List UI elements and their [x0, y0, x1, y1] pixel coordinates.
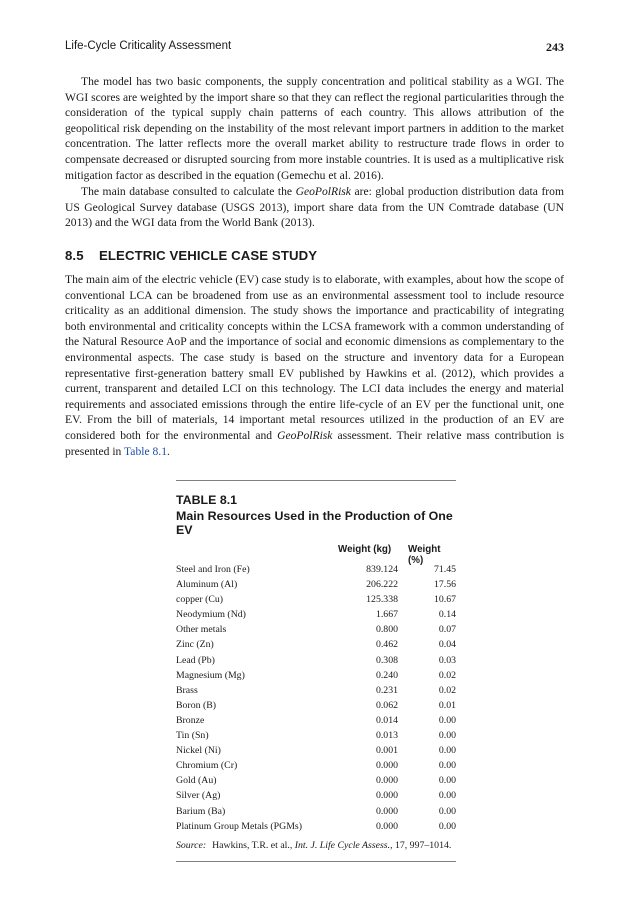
section-title: ELECTRIC VEHICLE CASE STUDY	[99, 248, 318, 263]
geopolrisk-term: GeoPolRisk	[277, 428, 333, 442]
weight-pct: 0.03	[438, 654, 456, 666]
weight-kg: 0.062	[375, 699, 398, 711]
weight-pct: 0.02	[438, 669, 456, 681]
resource-name: Barium (Ba)	[176, 805, 226, 817]
table-row	[176, 743, 456, 758]
section-heading	[65, 248, 317, 263]
table-label: TABLE 8.1	[176, 493, 238, 507]
table-row	[176, 804, 456, 819]
source-label: Source:	[176, 839, 207, 851]
weight-pct: 17.56	[433, 579, 456, 591]
table-row	[176, 698, 456, 713]
paragraph-main-database: The main database consulted to calculate the GeoPolRisk are: global production distribution data from US Geological Survey database (USGS 2013), import share data from the UN Comtrade database (UN 2013) and the WGI data from the World Bank (2013).	[65, 185, 564, 230]
weight-pct: 0.07	[438, 624, 456, 636]
weight-pct: 0.00	[438, 790, 456, 802]
weight-pct: 0.00	[438, 730, 456, 742]
weight-kg: 0.231	[375, 684, 398, 696]
weight-pct: 0.02	[438, 684, 456, 696]
weight-pct: 0.00	[438, 745, 456, 757]
weight-pct: 0.00	[438, 805, 456, 817]
weight-pct: 0.00	[438, 775, 456, 787]
column-header-weight-kg: Weight (kg)	[338, 544, 392, 555]
source-journal: Int. J. Life Cycle Assess.	[294, 839, 391, 851]
resource-name: Platinum Group Metals (PGMs)	[176, 820, 302, 832]
table-body	[176, 562, 456, 834]
resources-table	[176, 562, 456, 834]
weight-pct: 0.00	[438, 820, 456, 832]
table-row	[176, 592, 456, 607]
resource-name: Other metals	[176, 624, 227, 636]
weight-kg: 0.800	[375, 624, 398, 636]
weight-kg: 0.308	[375, 654, 398, 666]
weight-kg: 0.000	[375, 760, 398, 772]
table-row	[176, 788, 456, 803]
table-source-note: Source: Hawkins, T.R. et al., Int. J. Life Cycle Assess., 17, 997–1014.	[176, 839, 452, 851]
weight-kg: 206.222	[366, 579, 398, 591]
table-row	[176, 713, 456, 728]
weight-kg: 1.667	[375, 609, 398, 621]
running-head-title: Life-Cycle Criticality Assessment	[65, 40, 232, 52]
table-row	[176, 773, 456, 788]
weight-kg: 0.014	[375, 714, 398, 726]
resource-name: Aluminum (Al)	[176, 579, 238, 591]
weight-kg: 0.462	[375, 639, 398, 651]
weight-kg: 0.013	[375, 730, 398, 742]
resource-name: Lead (Pb)	[176, 654, 215, 666]
paragraph-ev-case-study: The main aim of the electric vehicle (EV) case study is to elaborate, with examples, about how the scope of conventional LCA can be broadened from use as an environmental assessment tool to include resource criticality as an additional dimension. The study shows the importance and practicability of integrating both environmental and criticality concepts within the LCSA framework with a common understanding of the Natural Resource AoP and the importance of social and economic dimensions as complementary to the environmental aspects. The case study is based on the structure and inventory data for a European representative first-generation battery small EV published by Hawkins et al. (2012), which provides a current, transparent and detailed LCI on this technology. The LCI data includes the energy and material requirements and associated emissions through the entire life-cycle of an EV per the functional unit, one EV. From the bill of materials, 14 important metal resources utilized in the production of an EV are considered both for the environmental and GeoPolRisk assessment. Their relative mass contribution is presented in Table 8.1.	[65, 273, 564, 458]
table-top-rule	[176, 480, 456, 481]
weight-pct: 0.01	[438, 699, 456, 711]
paragraph-wgi-model: The model has two basic components, the supply concentration and political stability as a WGI. The WGI scores are weighted by the import share so that they can reflect the regional particularities through the consideration of the typical supply chain patterns of each country. This allows attribution of the geopolitical risk depending on the instability of the most relevant import partners in addition to the market concentration. The latter reflects more the overall market ability to restructure trade flows in order to compensate decreased or disrupted sourcing from more instable countries. It is used as a multiplicative risk mitigation factor as described in the equation (Gemechu et al. 2016).	[65, 75, 564, 182]
resource-name: Tin (Sn)	[176, 730, 209, 742]
table-reference-link[interactable]: Table 8.1	[124, 444, 168, 458]
resource-name: Brass	[176, 684, 198, 696]
resource-name: Silver (Ag)	[176, 790, 221, 802]
page-number: 243	[546, 40, 564, 54]
weight-pct: 0.00	[438, 714, 456, 726]
weight-kg: 125.338	[366, 594, 398, 606]
table-row	[176, 728, 456, 743]
section-number: 8.5	[65, 248, 84, 263]
table-bottom-rule	[176, 861, 456, 862]
resource-name: Zinc (Zn)	[176, 639, 214, 651]
table-row	[176, 653, 456, 668]
geopolrisk-term: GeoPolRisk	[295, 185, 351, 198]
resource-name: Nickel (Ni)	[176, 745, 221, 757]
column-header-weight-pct: Weight (%)	[408, 544, 441, 566]
resource-name: copper (Cu)	[176, 594, 224, 606]
table-8-1	[176, 480, 456, 862]
weight-kg: 839.124	[366, 564, 398, 575]
weight-pct: 0.14	[438, 609, 456, 621]
table-row	[176, 637, 456, 652]
weight-kg: 0.000	[375, 805, 398, 817]
weight-kg: 0.001	[375, 745, 398, 757]
resource-name: Magnesium (Mg)	[176, 669, 245, 681]
resource-name: Boron (B)	[176, 699, 217, 711]
weight-pct: 71.45	[433, 564, 456, 575]
weight-kg: 0.000	[375, 790, 398, 802]
weight-pct: 0.00	[438, 760, 456, 772]
resource-name: Steel and Iron (Fe)	[176, 564, 250, 575]
weight-kg: 0.240	[375, 669, 398, 681]
table-row	[176, 577, 456, 592]
table-column-headers	[176, 544, 456, 566]
running-head	[65, 40, 564, 56]
table-row	[176, 683, 456, 698]
table-row	[176, 668, 456, 683]
resource-name: Neodymium (Nd)	[176, 609, 246, 621]
table-row	[176, 622, 456, 637]
table-row	[176, 607, 456, 622]
weight-pct: 0.04	[438, 639, 456, 651]
table-title: Main Resources Used in the Production of One EV	[176, 509, 453, 537]
resource-name: Bronze	[176, 714, 205, 726]
resource-name: Gold (Au)	[176, 775, 217, 787]
resource-name: Chromium (Cr)	[176, 760, 238, 772]
table-row	[176, 819, 456, 834]
table-row	[176, 758, 456, 773]
weight-kg: 0.000	[375, 775, 398, 787]
weight-pct: 10.67	[433, 594, 456, 606]
weight-kg: 0.000	[375, 820, 398, 832]
